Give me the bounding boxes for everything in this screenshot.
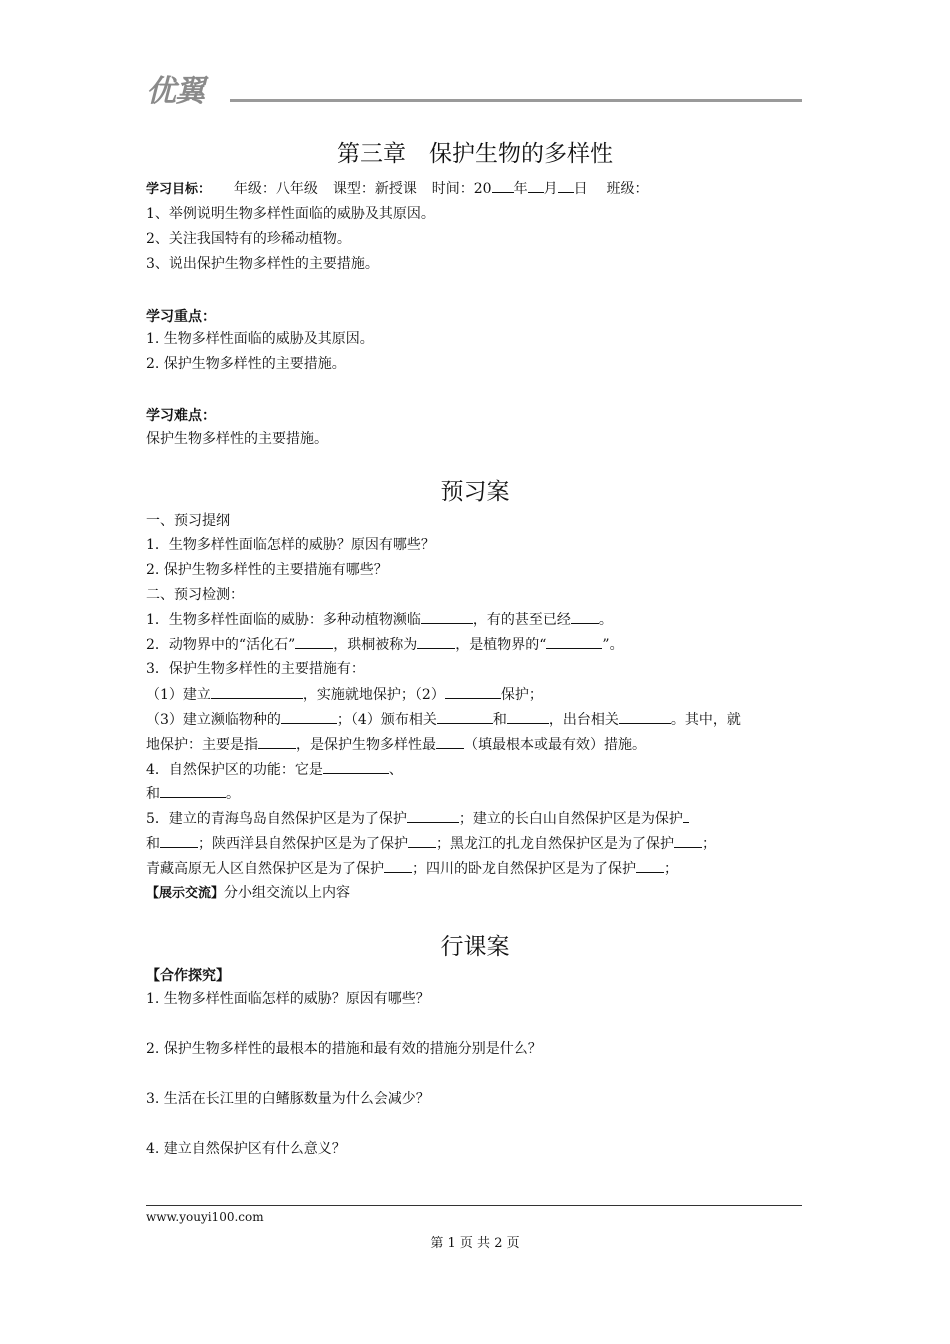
lesson-question-1: 1. 生物多样性面临怎样的威胁？原因有哪些？ — [146, 991, 430, 1007]
class-text: 班级： — [606, 181, 649, 197]
page-title: 第三章 保护生物的多样性 — [337, 141, 613, 167]
blank[interactable] — [619, 708, 671, 724]
blank[interactable] — [436, 733, 464, 749]
header-rule — [230, 99, 802, 102]
blank[interactable] — [258, 733, 296, 749]
lesson-question-2: 2. 保护生物多样性的最根本的措施和最有效的措施分别是什么？ — [146, 1041, 542, 1057]
show-exchange — [146, 882, 350, 902]
check-item-5: 5．建立的青海鸟岛自然保护区是为了保护 ；建立的长白山自然保护区是为保护 — [146, 807, 689, 828]
check-item-5-cont: 和 ；陕西洋县自然保护区是为了保护 ；黑龙江的扎龙自然保护区是为了保护 ； — [146, 832, 716, 853]
lesson-heading: 行课案 — [440, 934, 510, 960]
blank[interactable] — [674, 832, 702, 848]
key-points-label: 学习重点： — [146, 309, 216, 325]
preview-outline-label: 一、预习提纲 — [146, 513, 230, 529]
blank[interactable] — [437, 708, 493, 724]
preview-question-2: 2. 保护生物多样性的主要措施有哪些？ — [146, 562, 388, 578]
blank[interactable] — [683, 807, 689, 823]
objectives-meta-line — [146, 177, 648, 198]
show-text: 分小组交流以上内容 — [224, 885, 351, 901]
lesson-question-3: 3. 生活在长江里的白鳍豚数量为什么会减少？ — [146, 1091, 430, 1107]
blank[interactable] — [445, 683, 501, 699]
blank[interactable] — [636, 857, 664, 873]
footer-rule — [146, 1205, 802, 1206]
blank[interactable] — [211, 683, 303, 699]
objective-item-2: 2、关注我国特有的珍稀动植物。 — [146, 231, 351, 247]
time-month: 月 — [543, 181, 558, 197]
coop-label: 【合作探究】 — [146, 968, 230, 984]
blank[interactable] — [507, 708, 549, 724]
difficulties-text: 保护生物多样性的主要措施。 — [146, 431, 328, 447]
blank[interactable] — [281, 708, 337, 724]
blank[interactable] — [384, 857, 412, 873]
check-item-5-cont2: 青藏高原无人区自然保护区是为了保护 ；四川的卧龙自然保护区是为了保护 ； — [146, 857, 678, 878]
check-item-3-1: （1）建立 ，实施就地保护；（2） 保护； — [146, 683, 543, 704]
check-item-3: 3．保护生物多样性的主要措施有： — [146, 661, 365, 677]
blank[interactable] — [160, 832, 198, 848]
blank[interactable] — [407, 807, 459, 823]
lesson-type-text: 课型：新授课 — [332, 181, 417, 197]
check-item-3-2: （3）建立濒临物种的 ；（4）颁布相关 和 ，出台相关 。其中，就 — [146, 708, 741, 729]
check-item-3-3: 地保护：主要是指 ，是保护生物多样性最 （填最根本或最有效）措施。 — [146, 733, 646, 754]
difficulties-label: 学习难点： — [146, 408, 216, 424]
check-item-2: 2．动物界中的“活化石” ，珙桐被称为 ，是植物界的“ ”。 — [146, 633, 624, 654]
objective-item-1: 1、举例说明生物多样性面临的威胁及其原因。 — [146, 206, 435, 222]
check-item-4-cont: 和 。 — [146, 782, 240, 803]
check-item-1: 1．生物多样性面临的威胁：多种动植物濒临 ，有的甚至已经 。 — [146, 608, 613, 629]
time-text: 时间：20 — [431, 181, 492, 197]
logo: 优翼 — [146, 74, 204, 109]
check-item-4: 4．自然保护区的功能：它是 、 — [146, 758, 403, 779]
preview-question-1: 1．生物多样性面临怎样的威胁？原因有哪些？ — [146, 537, 435, 553]
lesson-question-4: 4. 建立自然保护区有什么意义？ — [146, 1141, 346, 1157]
objectives-label: 学习目标： — [146, 182, 212, 197]
page-number: 第 1 页 共 2 页 — [430, 1236, 520, 1251]
show-label: 【展示交流】 — [146, 886, 225, 901]
blank[interactable] — [160, 782, 226, 798]
key-point-2: 2. 保护生物多样性的主要措施。 — [146, 356, 346, 372]
blank[interactable] — [571, 608, 599, 624]
time-year: 年 — [513, 181, 528, 197]
blank[interactable] — [417, 633, 455, 649]
preview-heading: 预习案 — [440, 479, 510, 505]
objective-item-3: 3、说出保护生物多样性的主要措施。 — [146, 256, 379, 272]
blank[interactable] — [323, 758, 389, 774]
preview-check-label: 二、预习检测： — [146, 587, 244, 603]
blank[interactable] — [546, 633, 602, 649]
blank[interactable] — [421, 608, 473, 624]
footer-url[interactable]: www.youyi100.com — [146, 1210, 264, 1224]
time-day: 日 — [573, 181, 588, 197]
grade-text: 年级：八年级 — [233, 181, 318, 197]
blank[interactable] — [408, 832, 436, 848]
key-point-1: 1. 生物多样性面临的威胁及其原因。 — [146, 331, 374, 347]
blank[interactable] — [295, 633, 333, 649]
